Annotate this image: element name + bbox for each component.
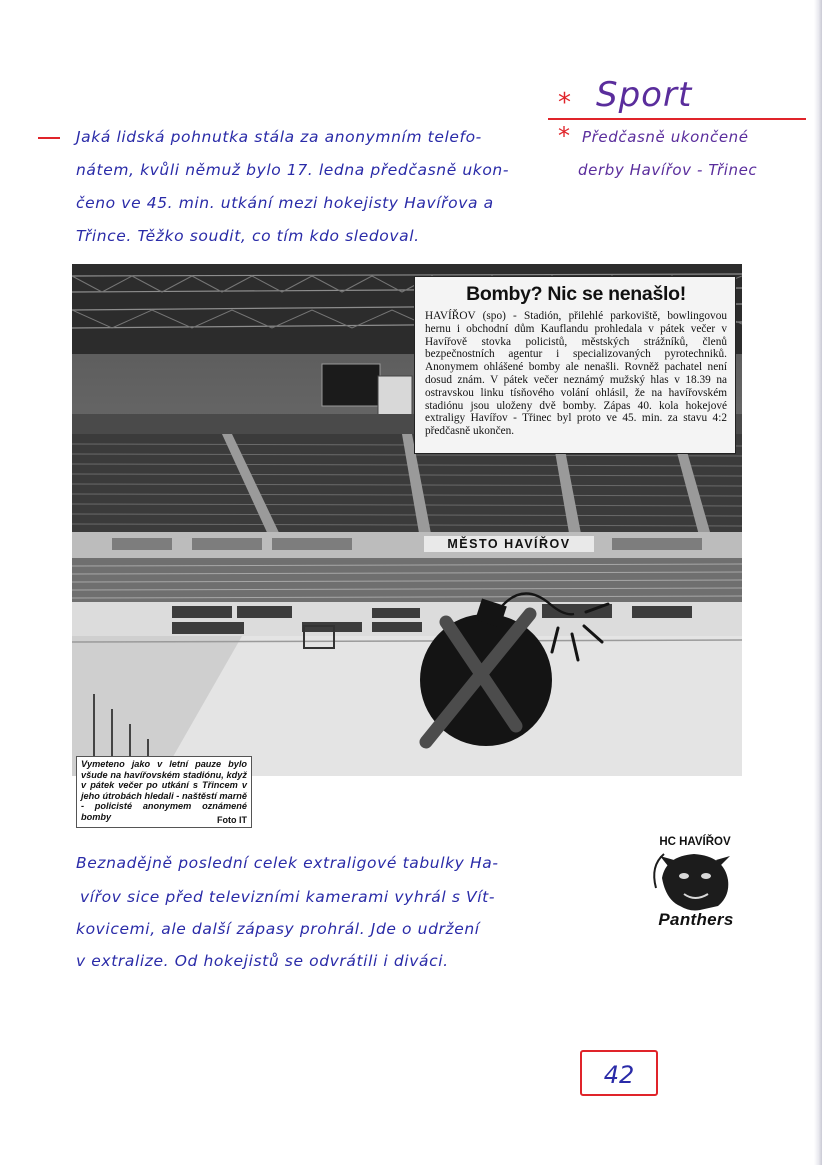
note-title-line-1: Předčasně ukončené [582,128,749,146]
page-edge [814,0,822,1165]
arena-sign: MĚSTO HAVÍŘOV [424,536,594,552]
comment-line-4: v extralize. Od hokejistů se odvrátili i diváci. [76,952,449,970]
red-star-marker: * [558,88,571,118]
article-box [414,276,736,454]
note-title-line-2: derby Havířov - Třinec [578,161,758,179]
note-line-3: čeno ve 45. min. utkání mezi hokejisty Havířova a [76,194,494,212]
page-number-box [580,1050,658,1096]
article-body: HAVÍŘOV (spo) - Stadión, přilehlé parkoviště, bowlingovou hernu i obchodní dům Kauflandu prohledala v pátek večer v Havířově stovka policistů, městských strážníků, členů bezpečnostních agentur i specializovaných pyrotechniků. Anonymem ohlášené bomby ale nenašli. Rovněž pachatel není dosud znám. V pátek večer neznámý mužský hlas v 18.39 na ostravskou linku tísňového volání ohlásil, že na havířovském stadiónu jsou uloženy dvě bomby. Zápas 40. kola hokejové extraligy Havířov - Třinec byl proto ve 45. min. za stavu 4:2 předčasně ukončen. [425,310,727,438]
note-line-1: Jaká lidská pohnutka stála za anonymním telefo- [76,128,482,146]
section-title: Sport [596,75,693,115]
photo-caption [76,756,252,828]
hc-havirov-logo [640,836,748,936]
comment-line-2: vířov sice před televizními kamerami vyhrál s Vít- [80,888,496,906]
page-number: 42 [603,1061,635,1089]
logo-team-name: Panthers [658,910,734,929]
logo-club-name: HC HAVÍŘOV [659,836,731,848]
red-star-marker: * [558,122,570,150]
comment-line-3: kovicemi, ale další zápasy prohrál. Jde o udržení [76,920,480,938]
photo-credit: Foto IT [217,815,247,825]
note-line-2: nátem, kvůli němuž bylo 17. ledna předčasně ukon- [76,161,510,179]
note-line-4: Třince. Těžko soudit, co tím kdo sledoval. [76,227,420,245]
caption-text: Vymeteno jako v letní pauze bylo všude na havířovském stadiónu, když v pátek večer po utkání s Třincem v jeho útrobách hledali - naštěstí marně - policisté anonymem oznámené bomby [81,759,247,822]
section-header [548,75,806,122]
article-headline: Bomby? Nic se nenašlo! [466,283,686,305]
header-underline [548,118,806,120]
red-dash-marker [38,137,60,139]
comment-line-1: Beznadějně poslední celek extraligové tabulky Ha- [76,854,499,872]
